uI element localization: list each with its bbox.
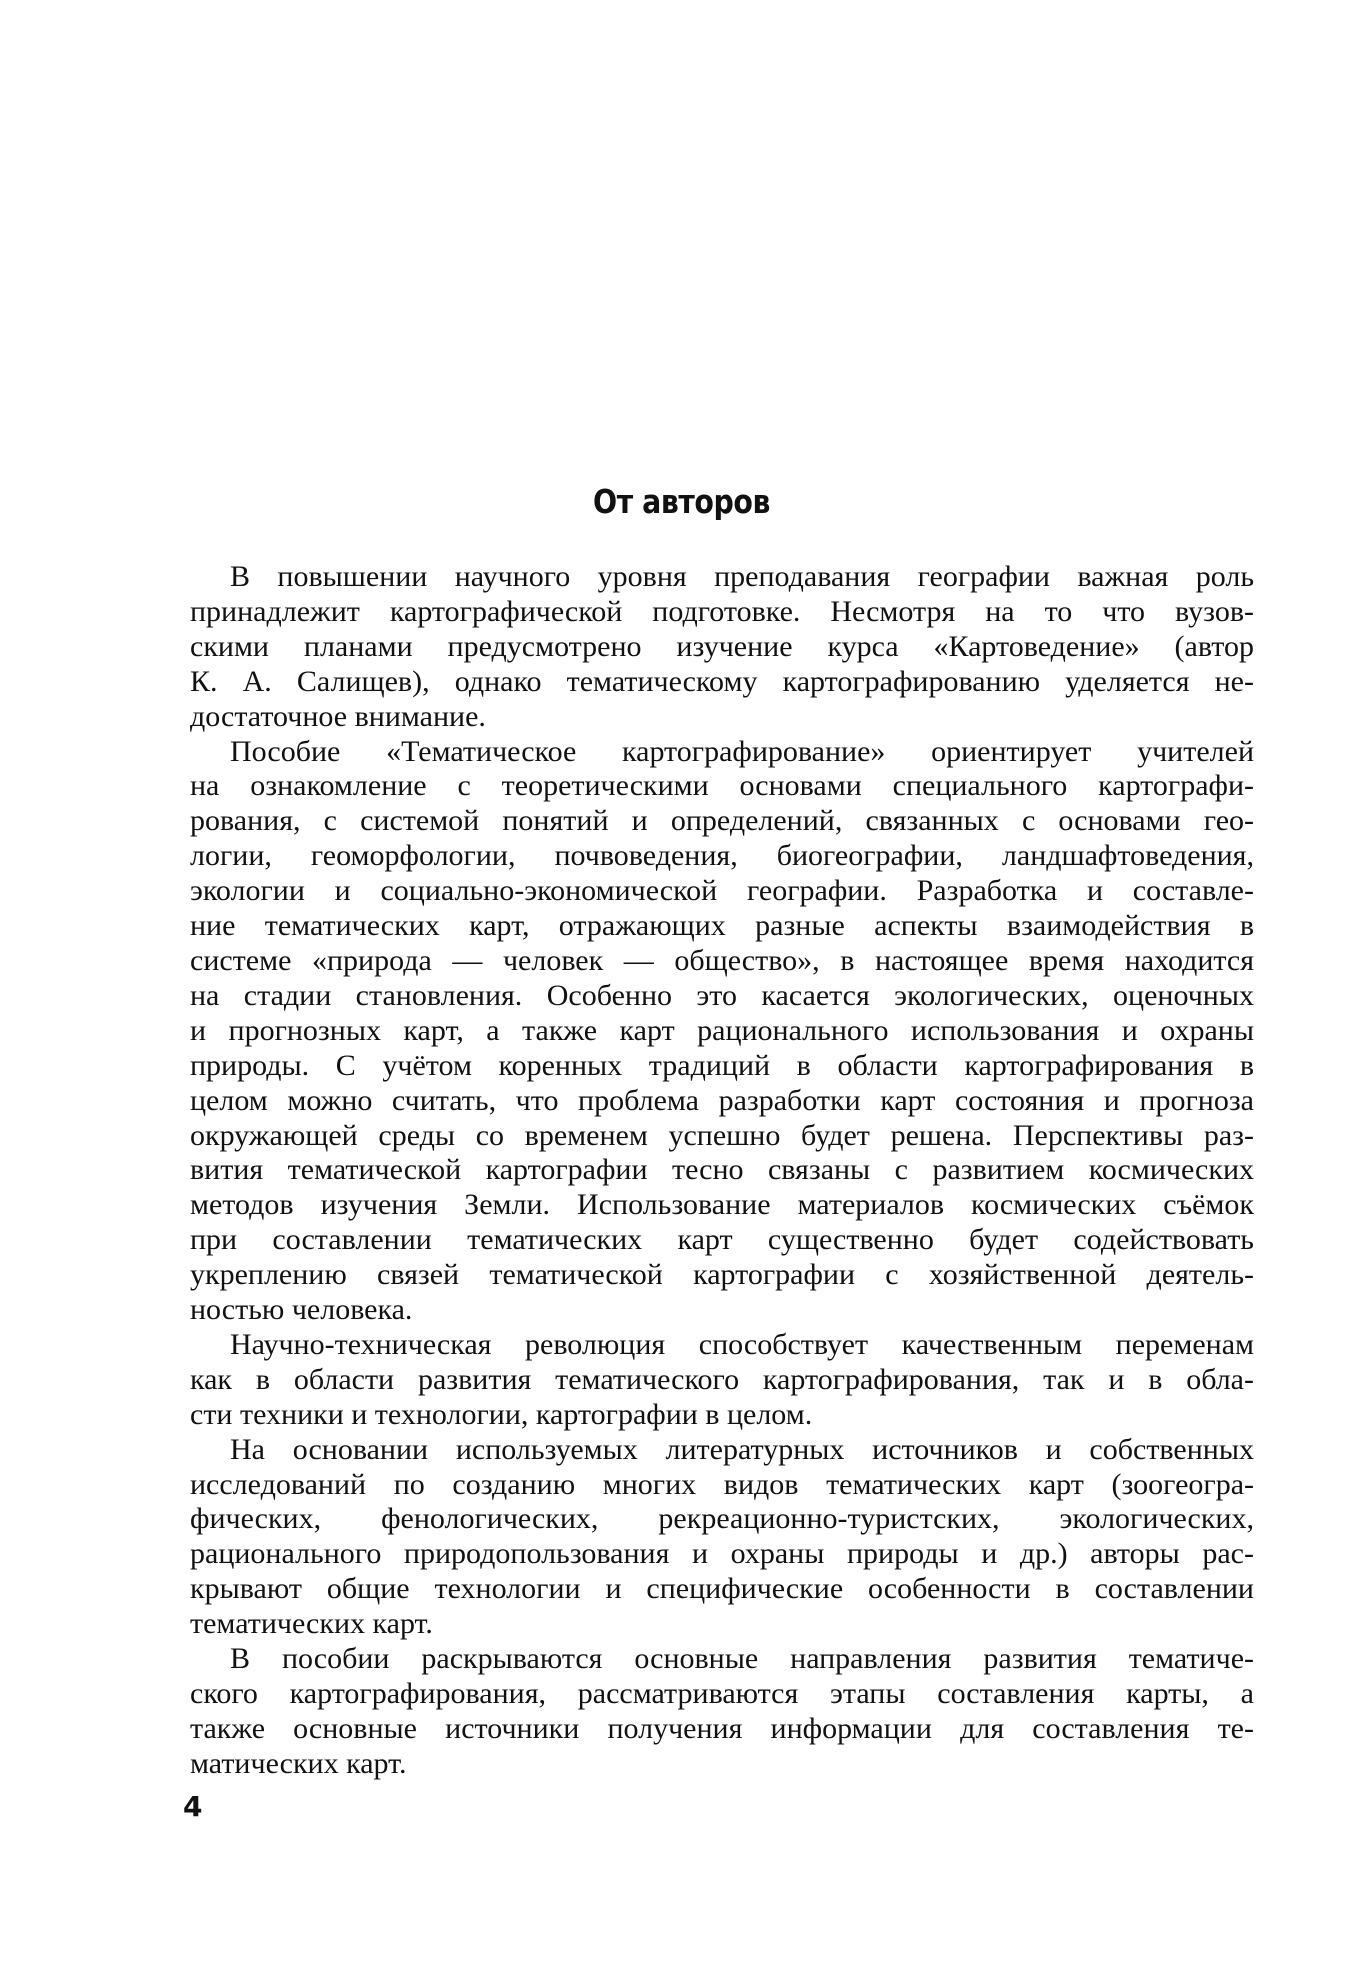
body-text [190, 560, 1254, 1782]
text-line: вития тематической картографии тесно связаны с развитием космических [190, 1153, 1254, 1187]
text-line: на стадии становления. Особенно это касается экологических, оценочных [190, 978, 1254, 1012]
text-line: рования, с системой понятий и определений, связанных с основами гео- [190, 804, 1254, 838]
text-line: матических карт. [190, 1746, 407, 1780]
text-line: сти техники и технологии, картографии в целом. [190, 1397, 813, 1431]
text-line: ние тематических карт, отражающих разные аспекты взаимодействия в [190, 909, 1254, 943]
text-line: экологии и социально-экономической географии. Разработка и составле- [190, 874, 1254, 908]
text-line: принадлежит картографической подготовке. Несмотря на то что вузов- [190, 594, 1254, 628]
text-line: укреплению связей тематической картографии с хозяйственной деятель- [190, 1258, 1254, 1292]
paragraph [190, 1433, 1254, 1642]
text-line: К. А. Салищев), однако тематическому картографированию уделяется не- [190, 664, 1254, 698]
text-line: при составлении тематических карт существенно будет содействовать [190, 1223, 1254, 1257]
text-line: как в области развития тематического картографирования, так и в обла- [190, 1362, 1254, 1396]
text-line: ностью человека. [190, 1293, 413, 1327]
text-line: логии, геоморфологии, почвоведения, биогеографии, ландшафтоведения, [190, 839, 1254, 873]
text-line: на ознакомление с теоретическими основами специального картографи- [190, 769, 1254, 803]
paragraph [190, 1642, 1254, 1782]
paragraph [190, 735, 1254, 1328]
text-line: системе «природа — человек — общество», в настоящее время находится [190, 943, 1254, 977]
text-line: скими планами предусмотрено изучение курса «Картоведение» (автор [190, 629, 1254, 663]
text-line: также основные источники получения информации для составления те- [190, 1711, 1254, 1745]
text-line: фических, фенологических, рекреационно-туристских, экологических, [190, 1502, 1254, 1536]
text-line: В повышении научного уровня преподавания географии важная роль [230, 560, 1254, 593]
text-line: методов изучения Земли. Использование материалов космических съёмок [190, 1188, 1254, 1222]
paragraph [190, 560, 1254, 735]
page-title: От авторов [593, 482, 770, 521]
text-line: крывают общие технологии и специфические особенности в составлении [190, 1572, 1254, 1606]
text-line: достаточное внимание. [190, 699, 486, 733]
text-line: Пособие «Тематическое картографирование» ориентирует учителей [230, 734, 1254, 768]
text-line: На основании используемых литературных источников и собственных [230, 1432, 1254, 1466]
text-line: природы. С учётом коренных традиций в области картографирования в [190, 1048, 1254, 1082]
text-line: окружающей среды со временем успешно будет решена. Перспективы раз- [190, 1118, 1254, 1152]
text-line: целом можно считать, что проблема разработки карт состояния и прогноза [190, 1083, 1254, 1117]
text-line: В пособии раскрываются основные направления развития тематиче- [230, 1642, 1254, 1676]
text-line: исследований по созданию многих видов тематических карт (зоогеогра- [190, 1467, 1254, 1501]
text-line: и прогнозных карт, а также карт рационального использования и охраны [190, 1013, 1254, 1047]
text-line: ского картографирования, рассматриваются этапы составления карты, а [190, 1677, 1254, 1710]
paragraph [190, 1328, 1254, 1433]
text-line: рационального природопользования и охраны природы и др.) авторы рас- [190, 1537, 1254, 1571]
text-line: тематических карт. [190, 1607, 433, 1641]
text-line: Научно-техническая революция способствует качественным переменам [230, 1327, 1254, 1361]
page-number: 4 [183, 1790, 203, 1823]
